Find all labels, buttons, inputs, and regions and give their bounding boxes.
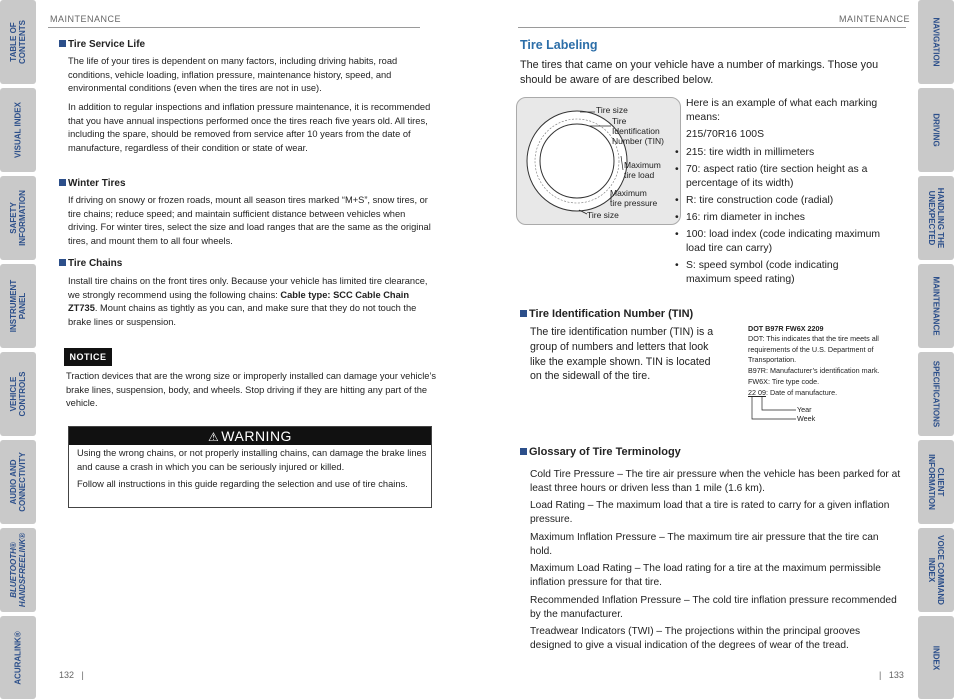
tab-voice-command-index[interactable] (918, 528, 954, 612)
warning-header (69, 427, 431, 445)
tab-label: BLUETOOTH® HANDSFREELINK® (9, 532, 27, 608)
tab-label: ACURALINK® (13, 630, 23, 685)
label-week: Week (797, 414, 816, 423)
bullet-item: R: tire construction code (radial) (686, 195, 834, 206)
notice-label: NOTICE (64, 348, 112, 366)
glossary-item: Maximum Load Rating – The load rating for a tire at the maximum permissible inflation pressure for that tire. (530, 563, 881, 588)
page-number: 132 (59, 670, 75, 680)
bullet-item: 100: load index (code indicating maximum load tire can carry) (686, 229, 881, 254)
label-year: Year (797, 405, 812, 414)
tab-label: VISUAL INDEX (13, 102, 23, 158)
warning-triangle-icon: ⚠ (208, 430, 220, 444)
tab-label: MAINTENANCE (931, 276, 941, 336)
tab-audio-connectivity[interactable] (0, 440, 36, 524)
section-marker-icon (59, 179, 66, 186)
section-marker-icon (59, 40, 66, 47)
tab-navigation[interactable] (918, 0, 954, 84)
winter-tires-heading (59, 178, 126, 189)
left-page-number: 132 | (59, 670, 84, 680)
tab-specifications[interactable] (918, 352, 954, 436)
right-page-number: | 133 (879, 670, 904, 680)
tire-service-life-p2: In addition to regular inspections and inflation pressure maintenance, it is recommended that you have annual inspections performed once the tires reach five years old. All tires, including the spare, should be removed from service after 10 years from the date of manufacture, regardless of their condition or state of wear. (68, 102, 431, 153)
tire-chains-p1 (68, 275, 434, 329)
glossary-item: Maximum Inflation Pressure – The maximum tire air pressure that the tire can hold. (530, 532, 879, 557)
tab-label: SPECIFICATIONS (931, 360, 941, 428)
tire-chains-heading (59, 258, 122, 269)
tab-label: VOICE COMMAND INDEX (927, 535, 945, 605)
right-running-head: MAINTENANCE (839, 14, 911, 24)
tire-labeling-intro: The tires that came on your vehicle have a number of markings. Those you should be aware of are described below. (520, 59, 879, 86)
left-section-tabs (0, 0, 36, 699)
warning-p2: Follow all instructions in this guide regarding the selection and use of tire chains. (77, 479, 408, 489)
tab-driving[interactable] (918, 88, 954, 172)
page-number: 133 (888, 670, 904, 680)
tab-instrument-panel[interactable] (0, 264, 36, 348)
tab-handling-the-unexpected[interactable] (918, 176, 954, 260)
tab-label: NAVIGATION (931, 17, 941, 67)
tire-service-life-heading (59, 39, 145, 50)
glossary-item: Cold Tire Pressure – The tire air pressure when the vehicle has been parked for at least three hours or driven less than 1 mile (1.6 km). (530, 469, 901, 494)
heading-text: Winter Tires (68, 178, 126, 189)
tab-label: CLIENT INFORMATION (927, 454, 945, 510)
example-intro: Here is an example of what each marking means: (686, 98, 878, 123)
heading-text: Tire Service Life (68, 39, 146, 50)
bullet-marker: • (675, 260, 679, 271)
warning-p1: Using the wrong chains, or not properly installing chains, can damage the brake lines and cause a crash in which you can be seriously injured or killed. (77, 448, 427, 472)
tab-client-information[interactable] (918, 440, 954, 524)
bullet-item: 16: rim diameter in inches (686, 212, 805, 223)
heading-text: Tire Identification Number (TIN) (529, 308, 694, 320)
date-code: 22 09 (748, 388, 766, 397)
bullet-item: 215: tire width in millimeters (686, 147, 815, 158)
tab-label: HANDLING THE UNEXPECTED (927, 187, 945, 249)
bullet-marker: • (675, 164, 679, 175)
glossary-item: Recommended Inflation Pressure – The cold tire inflation pressure recommended by the manufacturer. (530, 595, 897, 620)
tab-label: DRIVING (931, 113, 941, 147)
glossary-item: Load Rating – The maximum load that a tire is rated to carry for a given inflation pressure. (530, 500, 890, 525)
bullet-marker: • (675, 229, 679, 240)
section-marker-icon (520, 310, 527, 317)
label-tire-size-top: Tire size (596, 105, 628, 115)
example-tire-code: 215/70R16 100S (686, 129, 764, 140)
tab-bluetooth-handsfreelink[interactable] (0, 528, 36, 612)
tab-acuralink[interactable] (0, 616, 36, 699)
tin-heading (520, 308, 693, 320)
bullet-marker: • (675, 212, 679, 223)
tab-visual-index[interactable] (0, 88, 36, 172)
bullet-item: S: speed symbol (code indicating maximum speed rating) (686, 260, 839, 285)
tab-label: VEHICLE CONTROLS (9, 371, 27, 417)
left-header-rule (48, 27, 420, 28)
tab-label: INDEX (931, 645, 941, 670)
glossary-heading (520, 446, 681, 458)
tab-index[interactable] (918, 616, 954, 699)
tire-service-life-p1: The life of your tires is dependent on many factors, including driving habits, road conditions, vehicle loading, inflation pressure, maintenance history, speed, and environmental conditions (even when the tires are not in use). (68, 56, 398, 94)
tin-description: The tire identification number (TIN) is a group of numbers and letters that look like the example shown. TIN is located on the sidewall of the tire. (530, 326, 714, 383)
tin-example-code: DOT B97R FW6X 2209 (748, 324, 824, 333)
warning-label: WARNING (221, 428, 292, 444)
tin-type-explanation: FW6X: Tire type code. (748, 377, 820, 386)
tin-manufacturer-explanation: B97R: Manufacturer’s identification mark. (748, 366, 880, 375)
notice-text: Traction devices that are the wrong size or improperly installed can damage your vehicle’s brake lines, suspension, body, and wheels. Stop driving if they are hitting any part of the vehicle. (66, 371, 436, 409)
tab-label: TABLE OF CONTENTS (9, 20, 27, 64)
tab-table-of-contents[interactable] (0, 0, 36, 84)
tin-dot-explanation: DOT: This indicates that the tire meets all requirements of the U.S. Department of Transportation. (748, 334, 879, 364)
label-tin: Tire Identification Number (TIN) (612, 116, 664, 146)
right-header-rule (518, 27, 906, 28)
tab-safety-information[interactable] (0, 176, 36, 260)
section-marker-icon (59, 259, 66, 266)
date-text: : Date of manufacture. (766, 388, 838, 397)
heading-text: Tire Chains (68, 258, 123, 269)
label-max-tire-load: Maximum tire load (624, 160, 661, 180)
glossary-item: Treadwear Indicators (TWI) – The projections within the principal grooves designed to give a visual indication of the degrees of wear of the tread. (530, 626, 861, 651)
tire-chains-text: Install tire chains on the front tires only. Because your vehicle has limited tire clearance, we strongly recommend using the following chains: (68, 276, 428, 300)
left-running-head: MAINTENANCE (50, 14, 122, 24)
section-marker-icon (520, 448, 527, 455)
tab-vehicle-controls[interactable] (0, 352, 36, 436)
tab-maintenance[interactable] (918, 264, 954, 348)
label-tire-size-bottom: Tire size (587, 210, 619, 220)
tire-diagram (516, 97, 681, 225)
heading-text: Glossary of Tire Terminology (529, 446, 681, 458)
page-title: Tire Labeling (520, 38, 598, 52)
right-section-tabs (918, 0, 954, 699)
bullet-marker: • (675, 195, 679, 206)
bullet-marker: • (675, 147, 679, 158)
winter-tires-p1: If driving on snowy or frozen roads, mount all season tires marked “M+S”, snow tires, or tire chains; reduce speed; and maintain sufficient distance between vehicles when driving. For winter tires, select the size and load ranges that are the same as the original tires, and mount them to all four wheels. (68, 195, 431, 246)
tab-label: AUDIO AND CONNECTIVITY (9, 452, 27, 512)
warning-box (68, 426, 432, 508)
tab-label: INSTRUMENT PANEL (9, 279, 27, 333)
tire-chains-text: . Mount chains as tightly as you can, and make sure that they do not touch the brake lines or suspension. (68, 303, 417, 327)
bullet-item: 70: aspect ratio (tire section height as a percentage of its width) (686, 164, 868, 189)
tab-label: SAFETY INFORMATION (9, 190, 27, 246)
chain-model: Cable type: SCC Cable Chain ZT735 (68, 289, 410, 314)
label-max-tire-pressure: Maximum tire pressure (610, 188, 658, 208)
